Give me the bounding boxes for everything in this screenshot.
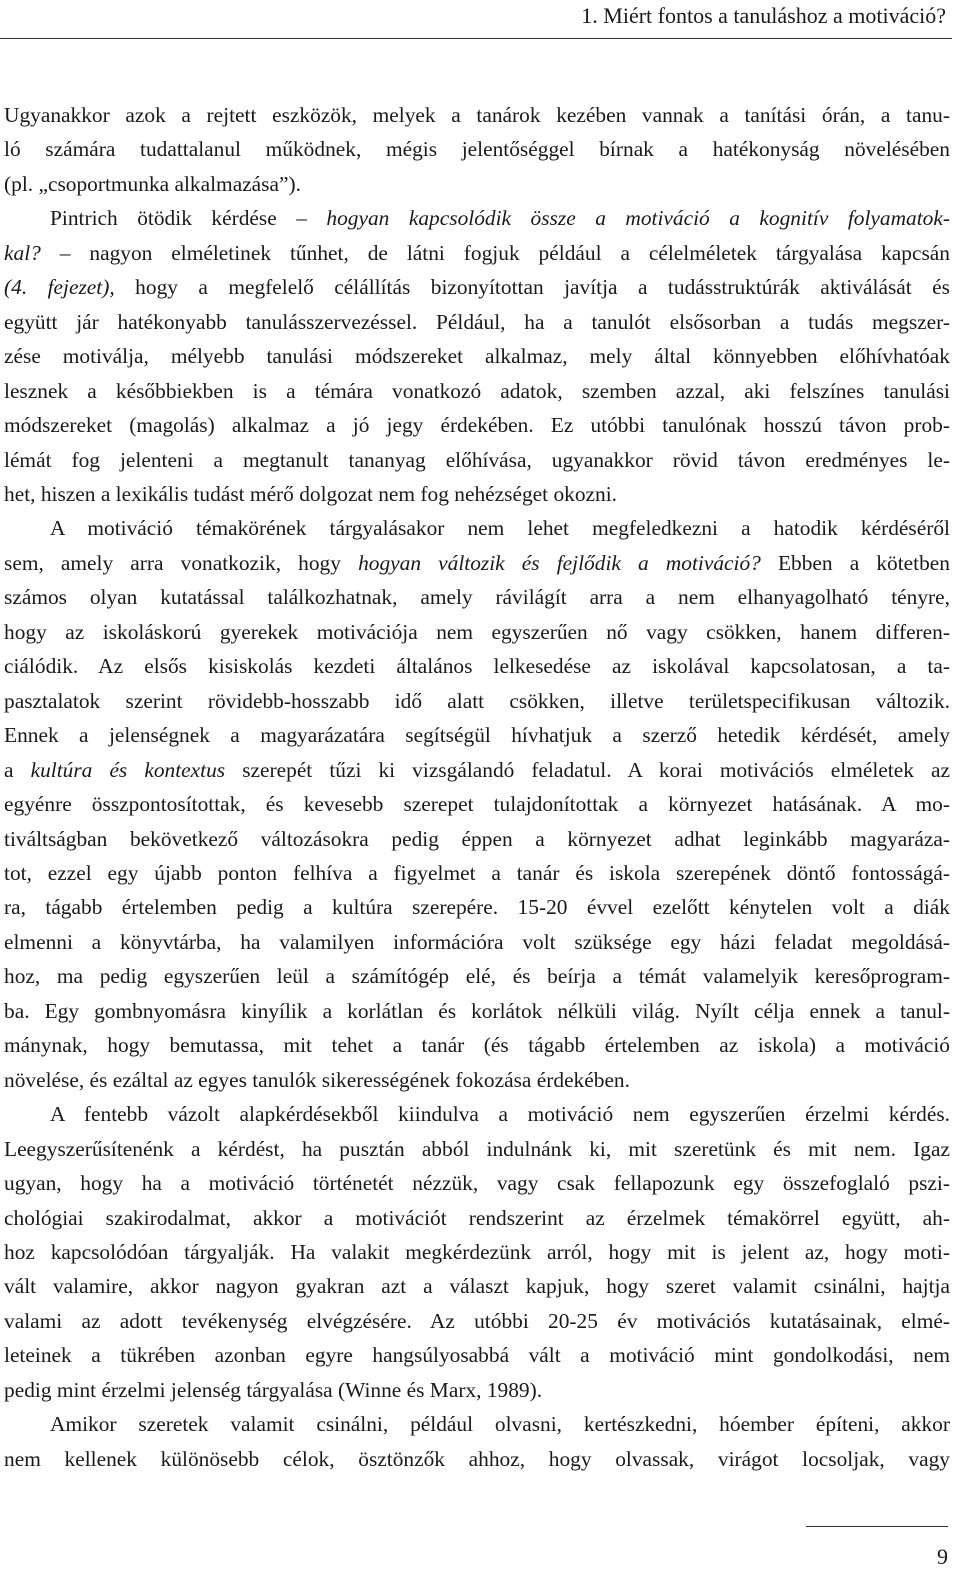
text-line: vált valamire, akkor nagyon gyakran azt a választ kapjuk, hogy szeret valamit csinálni, hajtja	[4, 1274, 950, 1299]
text-line: pedig mint érzelmi jelenség tárgyalása (Winne és Marx, 1989).	[4, 1377, 543, 1402]
text-line: nem kellenek különösebb célok, ösztönzők ahhoz, hogy olvassak, virágot locsoljak, vagy	[4, 1446, 950, 1471]
text-line: A fentebb vázolt alapkérdésekből kiindulva a motiváció nem egyszerűen érzelmi kérdés.	[50, 1102, 950, 1127]
text-segment: Ebben a kötetben	[777, 550, 950, 575]
text-line: ciálódik. Az elsős kisiskolás kezdeti általános lelkesedése az iskolával kapcsolatosan, a ta-	[4, 654, 950, 679]
text-line	[4, 270, 950, 304]
text-line: mánynak, hogy bemutassa, mit tehet a tanár (és tágabb értelemben az iskola) a motiváció	[4, 1033, 950, 1058]
text-line: lémát fog jelenteni a megtanult tananyag előhívása, ugyanakkor rövid távon eredményes le-	[4, 447, 950, 472]
text-segment: – nagyon elméletinek tűnhet, de látni fogjuk például a célelméletek tárgyalása kapcsán	[59, 240, 950, 265]
text-segment: szerepét tűzi ki vizsgálandó feladatul. A korai motivációs elméletek az	[242, 757, 950, 782]
text-line: tot, ezzel egy újabb ponton felhíva a figyelmet a tanár és iskola szerepének döntő fontosságá-	[4, 860, 950, 885]
text-line: ló számára tudattalanul működnek, mégis jelentőséggel bírnak a hatékonyság növelésében	[4, 137, 950, 162]
text-line: ra, tágabb értelemben pedig a kultúra szerepére. 15-20 évvel ezelőtt kénytelen volt a diák	[4, 895, 950, 920]
text-line	[4, 236, 950, 270]
text-line	[4, 201, 950, 235]
italic-phrase: (4. fejezet),	[4, 275, 115, 300]
text-line: módszereket (magolás) alkalmaz a jó jegy érdekében. Ez utóbbi tanulónak hosszú távon prob-	[4, 413, 950, 438]
text-line: het, hiszen a lexikális tudást mérő dolgozat nem fog nehézséget okozni.	[4, 481, 618, 506]
text-line: növelése, és ezáltal az egyes tanulók sikerességének fokozása érdekében.	[4, 1067, 630, 1092]
italic-phrase: – hogyan kapcsolódik össze a motiváció a kognitív folyamatok-	[296, 206, 950, 231]
text-line: elmenni a könyvtárba, ha valamilyen információra volt szüksége egy házi feladat megoldásá-	[4, 929, 950, 954]
text-line: hoz, ma pedig egyszerűen leül a számítógép elé, és beírja a témát valamelyik keresőprogram-	[4, 964, 950, 989]
text-line: (pl. „csoportmunka alkalmazása”).	[4, 171, 301, 196]
text-segment: Pintrich ötödik kérdése	[50, 206, 277, 231]
text-line: Ugyanakkor azok a rejtett eszközök, melyek a tanárok kezében vannak a tanítási órán, a tanu-	[4, 103, 950, 127]
text-line: pasztalatok szerint rövidebb-hosszabb idő alatt csökken, illetve területspecifikusan változik.	[4, 688, 950, 713]
header-rule	[0, 38, 952, 39]
italic-phrase: kal?	[4, 240, 41, 265]
text-line: számos olyan kutatással találkozhatnak, amely rávilágít arra a nem elhanyagolható tényre,	[4, 585, 950, 610]
text-line: egyénre összpontosítottak, és kevesebb szerepet tulajdonítottak a környezet hatásának. A mo-	[4, 792, 950, 817]
page-number: 9	[937, 1544, 948, 1569]
body-text	[4, 98, 950, 1476]
running-head-title: 1. Miért fontos a tanuláshoz a motiváció?	[581, 3, 946, 28]
text-line: együtt jár hatékonyabb tanulásszervezéssel. Például, ha a tanulót elsősorban a tudás megszer-	[4, 309, 950, 334]
italic-phrase: hogyan változik és fejlődik a motiváció?	[358, 550, 761, 575]
text-line: valami az adott tevékenység elvégzésére. Az utóbbi 20-25 év motivációs kutatásainak, elmé-	[4, 1308, 950, 1333]
text-line: lesznek a későbbiekben is a témára vonatkozó adatok, szemben azzal, aki felszínes tanulási	[4, 378, 950, 403]
text-line: tiváltságban bekövetkező változásokra pedig éppen a környezet adhat leginkább magyaráza-	[4, 826, 950, 851]
text-segment: a	[4, 757, 14, 782]
text-segment: sem, amely arra vonatkozik, hogy	[4, 550, 341, 575]
text-line: Leegyszerűsítenénk a kérdést, ha pusztán abból indulnánk ki, mit szeretünk és mit nem. Igaz	[4, 1136, 950, 1161]
text-line: chológiai szakirodalmat, akkor a motivációt rendszerint az érzelmek témakörrel együtt, ah-	[4, 1205, 950, 1230]
text-line: Ennek a jelenségnek a magyarázatára segítségül hívhatjuk a szerző hetedik kérdését, amely	[4, 723, 950, 748]
text-segment: hogy a megfelelő célállítás bizonyítottan javítja a tudásstruktúrák aktiválását és	[135, 275, 950, 300]
italic-phrase: kultúra és kontextus	[30, 757, 226, 782]
footer-rule	[806, 1526, 948, 1527]
text-line: Amikor szeretek valamit csinálni, például olvasni, kertészkedni, hóember építeni, akkor	[50, 1412, 950, 1437]
text-line: hogy az iskoláskorú gyerekek motivációja nem egyszerűen nő vagy csökken, hanem differen-	[4, 619, 950, 644]
text-line	[4, 753, 950, 787]
text-line: hoz kapcsolódóan tárgyalják. Ha valakit megkérdezünk arról, hogy mit is jelent az, hogy moti-	[4, 1239, 950, 1264]
text-line: ugyan, hogy ha a motiváció történetét nézzük, vagy csak fellapozunk egy összefoglaló pszi-	[4, 1171, 950, 1196]
text-line	[4, 546, 950, 580]
text-line: ba. Egy gombnyomásra kinyílik a korlátlan és korlátok nélküli világ. Nyílt célja ennek a tanul-	[4, 998, 950, 1023]
text-line: A motiváció témakörének tárgyalásakor nem lehet megfeledkezni a hatodik kérdéséről	[50, 516, 950, 541]
text-line: zése motiválja, mélyebb tanulási módszereket alkalmaz, mely által könnyebben előhívhatóak	[4, 344, 950, 369]
text-line: leteinek a tükrében azonban egyre hangsúlyosabbá vált a motiváció mint gondolkodási, nem	[4, 1343, 950, 1368]
